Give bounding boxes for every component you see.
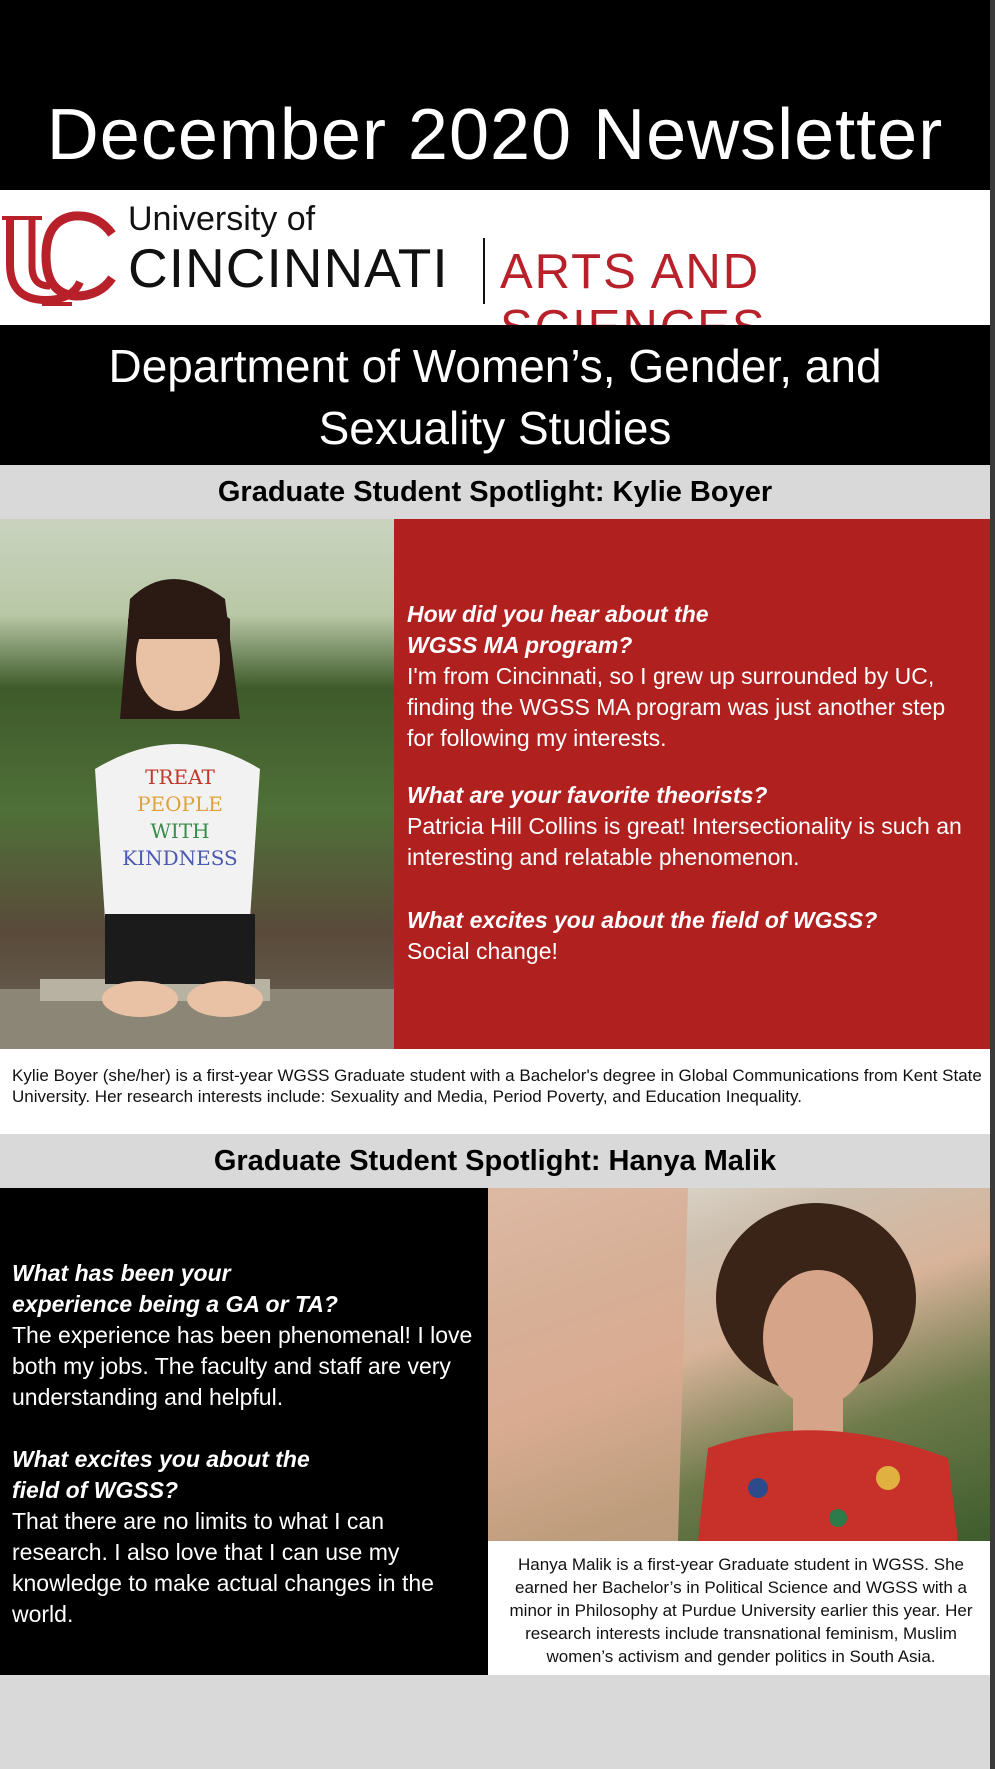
hanya-photo-illustration [488,1188,990,1541]
hanya-bio: Hanya Malik is a first-year Graduate student in WGSS. She earned her Bachelor’s in Political Science and WGSS with a minor in Philosophy at Purdue University earlier this year. Her research interests include transnational feminism, Muslim women’s activism and gender politics in South Asia. [509,1555,973,1666]
department-name: Department of Women’s, Gender, and Sexuality Studies [108,340,882,454]
answer: The experience has been phenomenal! I love both my jobs. The faculty and staff are very understanding and helpful. [12,1322,473,1410]
logo-cincinnati: CINCINNATI [128,237,449,299]
hanya-bio-box [488,1541,990,1675]
spotlight1-heading: Graduate Student Spotlight: Kylie Boyer [0,465,990,519]
qa-item [407,905,977,967]
logo-college-name: ARTS AND [500,245,761,299]
page-edge [990,0,995,1769]
qa-item [12,1444,442,1630]
uc-logo-icon [2,204,120,312]
newsletter-title: December 2020 Newsletter [46,95,944,175]
answer: Social change! [407,938,558,964]
question: How did you hear about the WGSS MA program? [407,601,709,658]
answer: I'm from Cincinnati, so I grew up surrounded by UC, finding the WGSS MA program was just another step for following my interests. [407,663,946,751]
question: What excites you about the field of WGSS? [407,907,878,933]
footer-band [0,1675,990,1769]
shirt-text-3: WITH [150,819,210,843]
shirt-text-4: KINDNESS [122,846,238,870]
kylie-bio: Kylie Boyer (she/her) is a first-year WGSS Graduate student with a Bachelor's degree in Global Communications from Kent State University. Her research interests include: Sexuality and Media, Period Poverty, and Education Inequality. [12,1066,982,1106]
question: What excites you about the field of WGSS? [12,1446,310,1503]
qa-item [407,599,967,754]
qa-item [12,1258,482,1413]
question: What has been your experience being a GA or TA? [12,1260,338,1317]
logo-divider [483,238,485,304]
kylie-bio-box [0,1049,990,1134]
hanya-malik-photo [488,1188,990,1541]
qa-item [407,780,977,873]
shirt-text-2: PEOPLE [137,792,223,816]
spotlight2-heading: Graduate Student Spotlight: Hanya Malik [0,1134,990,1188]
hanya-qa-panel [0,1188,488,1675]
shirt-text-1: TREAT [145,765,215,789]
kylie-photo-illustration [0,519,394,1049]
answer: Patricia Hill Collins is great! Intersectionality is such an interesting and relatable phenomenon. [407,813,962,870]
question: What are your favorite theorists? [407,782,768,808]
answer: That there are no limits to what I can research. I also love that I can use my knowledge to make actual changes in the world. [12,1508,434,1627]
logo-university-of: University of [128,200,316,238]
kylie-qa-panel [394,519,990,1049]
kylie-boyer-photo [0,519,394,1049]
